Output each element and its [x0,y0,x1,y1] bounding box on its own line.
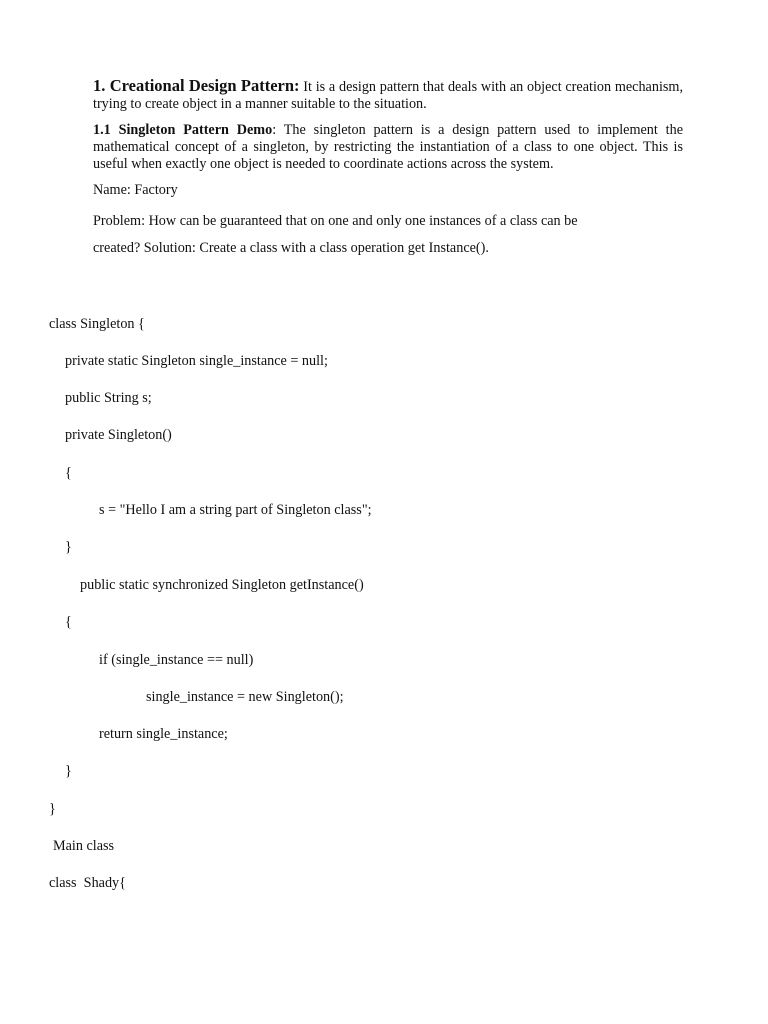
problem-line-2: created? Solution: Create a class with a class operation get Instance(). [93,240,489,256]
code-line: class Shady{ [49,875,126,891]
code-line: single_instance = new Singleton(); [146,689,344,705]
singleton-paragraph [93,122,683,173]
code-line: public static synchronized Singleton getInstance() [80,577,364,593]
code-line: private static Singleton single_instance = null; [65,353,328,369]
code-line: } [65,763,72,779]
code-line: public String s; [65,390,152,406]
code-line: return single_instance; [99,726,228,742]
intro-section [93,77,683,262]
code-line: Main class [53,838,115,854]
sub-heading: 1.1 Singleton Pattern Demo [93,122,273,138]
code-line: { [65,465,72,481]
section-heading-text: It is a design pattern that deals with an object creation mechanism, trying to create object in a manner suitable to the situation. [93,79,683,112]
code-line: } [49,801,56,817]
code-line: private Singleton() [65,427,172,443]
section-heading: 1. Creational Design Pattern: [93,76,300,95]
code-line: { [65,614,72,630]
sub-heading-text: : The singleton pattern is a design pattern used to implement the mathematical concept of a singleton, by restricting the instantiation of a class to one object. This is useful when exactly one object is needed to coordinate actions across the system. [93,122,683,172]
code-line: if (single_instance == null) [99,652,254,668]
problem-line-1: Problem: How can be guaranteed that on one and only one instances of a class can be [93,213,578,229]
code-line: class Singleton { [49,316,145,332]
name-line: Name: Factory [93,182,178,198]
creational-pattern-paragraph [93,77,683,113]
code-line: s = "Hello I am a string part of Singleton class"; [99,502,372,518]
code-line: } [65,539,72,555]
